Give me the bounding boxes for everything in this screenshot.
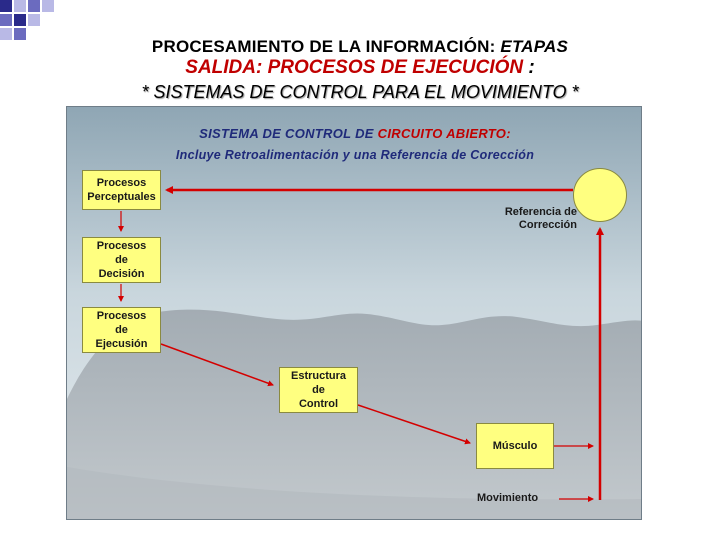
box-estructura-control: Estructura de Control bbox=[279, 367, 358, 413]
diagram-header-prefix: SISTEMA DE CONTROL DE bbox=[199, 126, 378, 141]
diagram-subheader: Incluye Retroalimentación y una Referencia de Corección bbox=[175, 148, 535, 162]
diagram-header-highlight: CIRCUITO ABIERTO: bbox=[377, 126, 511, 141]
slide-subtitle bbox=[0, 57, 720, 79]
slide-topic: * SISTEMAS DE CONTROL PARA EL MOVIMIENTO * bbox=[141, 82, 579, 102]
referencia-circle bbox=[573, 168, 627, 222]
arrow-estructura-to-musculo bbox=[358, 405, 470, 443]
box-procesos-decision: Procesos de Decisión bbox=[82, 237, 161, 283]
control-system-diagram bbox=[66, 106, 642, 520]
box-procesos-ejecucion: Procesos de Ejecusión bbox=[82, 307, 161, 353]
slide-title-italic: ETAPAS bbox=[500, 37, 569, 56]
slide-title-main: PROCESAMIENTO DE LA INFORMACIÓN: bbox=[151, 37, 501, 56]
arrow-ejecucion-to-estructura bbox=[161, 344, 273, 385]
slide-title bbox=[0, 37, 720, 57]
referencia-label: Referencia de Corrección bbox=[504, 206, 577, 231]
slide-subtitle-colon: : bbox=[528, 57, 535, 78]
box-procesos-perceptuales: Procesos Perceptuales bbox=[82, 170, 161, 210]
box-musculo: Músculo bbox=[476, 423, 554, 469]
movimiento-label: Movimiento bbox=[477, 492, 539, 504]
slide-subtitle-text: SALIDA: PROCESOS DE EJECUCIÓN bbox=[185, 57, 529, 78]
